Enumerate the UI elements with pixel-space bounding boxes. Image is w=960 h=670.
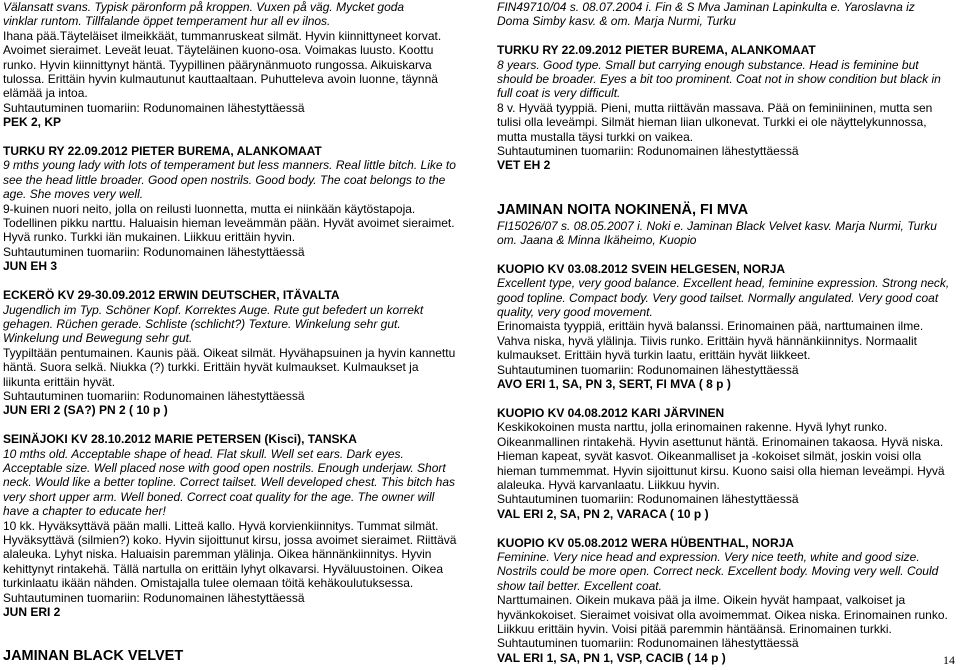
text-line: häntä. Suora selkä. Niukka (?) turkki. Erittäin hyvät kulmaukset. Kulmaukset ja [3, 360, 419, 375]
text-line: Hieman kapeat, syvät kasvot. Oikeanmalliset ja -kokoiset silmät, joskin voisi olla [497, 449, 922, 464]
text-line: alaleuka. Lyhyt niska. Haluaisin paremman ylälinja. Oikea hännänkiinnitys. Hyvin [3, 547, 432, 562]
heading-line: SEINÄJOKI KV 28.10.2012 MARIE PETERSEN (Kisci), TANSKA [3, 432, 357, 447]
spacer [3, 130, 465, 144]
text-line: good topline. Compact body. Very good tailset. Normally angulated. Very good coat [497, 290, 939, 305]
text-line: see the head little broader. Good open nostrils. Good body. The coat belongs to the [3, 172, 446, 187]
text-line: alaleuka. Hyvä karvanlaatu. Liikkuu hyvin. [497, 477, 720, 492]
spacer [3, 619, 465, 633]
text-line: Acceptable size. Well placed nose with good open nostrils. Enough underjaw. Short [3, 460, 446, 475]
text-line: 10 kk. Hyväksyttävä pään malli. Litteä kallo. Hyvä korvienkiinnitys. Tummat silmät. [3, 518, 439, 533]
text-line: Vahva niska, hyvä ylälinja. Tiivis runko. Erittäin hyvä hännänkiinnitys. Normaalit [497, 333, 917, 348]
heading-line: JAMINAN BLACK VELVET [3, 648, 184, 665]
text-line: FI15026/07 s. 08.05.2007 i. Noki e. Jaminan Black Velvet kasv. Marja Nurmi, Turku [497, 218, 937, 233]
spacer [3, 274, 465, 288]
heading-line: KUOPIO KV 04.08.2012 KARI JÄRVINEN [497, 405, 725, 420]
text-line: tulisi olla leveämpi. Silmät hieman liian ulkonevat. Turkki ei ole näyttelykunnossa, [497, 115, 927, 130]
text-line: 10 mths old. Acceptable shape of head. Flat skull. Well set ears. Dark eyes. [3, 446, 404, 461]
text-line: Erinomaista tyyppiä, erittäin hyvä balanssi. Erinomainen pää, narttumainen ilme. [497, 319, 924, 334]
text-line: Suhtautuminen tuomariin: Rodunomainen lähestyttäessä [497, 362, 799, 377]
text-line: vinklar runtom. Tillfalande öppet temperament hur all ev ilnos. [3, 14, 331, 29]
heading-line: TURKU RY 22.09.2012 PIETER BUREMA, ALANKOMAAT [497, 43, 816, 58]
text-line: age. She moves very well. [3, 187, 144, 202]
text-line: Winkelung und Bewegung sehr gut. [3, 331, 193, 346]
heading-line: TURKU RY 22.09.2012 PIETER BUREMA, ALANKOMAAT [3, 144, 322, 159]
text-line: om. Jaana & Minna Ikäheimo, Kuopio [497, 233, 697, 248]
spacer [497, 29, 957, 43]
text-line: neck. Would like a better topline. Correct tailset. Well developed chest. This bitch has [3, 475, 455, 490]
text-line: kehittynyt rintakehä. Tällä nartulla on erittäin lyhyt olkavarsi. Hyväluustoinen. Oikea [3, 561, 443, 576]
text-line: show tail better. Excellent coat. [497, 578, 662, 593]
spacer [3, 634, 465, 648]
left-column [3, 0, 465, 665]
text-line: Hyvä runko. Turkki iän mukainen. Liikkuu erittäin hyvin. [3, 230, 296, 245]
text-line: 8 v. Hyvää tyyppiä. Pieni, mutta riittävän massava. Pää on feminiininen, mutta sen [497, 100, 933, 115]
text-line: should be broader. Eyes a bit too prominent. Coat not in show condition but black in [497, 72, 941, 87]
text-line: runko. Hyvin kiinnittynyt häntä. Tyypillinen päärynänmuoto rungossa. Aikuiskarva [3, 57, 432, 72]
heading-line: KUOPIO KV 05.08.2012 WERA HÜBENTHAL, NORJA [497, 535, 794, 550]
text-line: Nostrils could be more open. Correct neck. Excellent body. Moving very well. Could [497, 564, 939, 579]
text-line: Suhtautuminen tuomariin: Rodunomainen lähestyttäessä [3, 388, 305, 403]
text-line: turkinlaatu ikään nähden. Omistajalla tulee olemaan töitä kehäkoulutuksessa. [3, 576, 414, 591]
heading-line: VAL ERI 2, SA, PN 2, VARACA ( 10 p ) [497, 506, 709, 521]
heading-line: JAMINAN NOITA NOKINENÄ, FI MVA [497, 201, 749, 218]
spacer [497, 173, 957, 187]
text-line: have a chapter to educate her! [3, 504, 166, 519]
text-line: gehagen. Rüchen gerade. Schliste (schlicht?) Texture. Winkelung sehr gut. [3, 316, 401, 331]
heading-line: AVO ERI 1, SA, PN 3, SERT, FI MVA ( 8 p ) [497, 377, 731, 392]
right-column [497, 0, 957, 665]
text-line: hieman tummemmat. Hyvin sijoittunut kirsu. Kuono saisi olla hieman leveämpi. Hyvä [497, 463, 945, 478]
text-line: tulossa. Erittäin hyvin kulmautunut kauttaaltaan. Puhutteleva avoin luonne, täynnä [3, 72, 438, 87]
text-line: Suhtautuminen tuomariin: Rodunomainen lähestyttäessä [497, 144, 799, 159]
text-line: quality, very good movement. [497, 305, 653, 320]
heading-line: ECKERÖ KV 29-30.09.2012 ERWIN DEUTSCHER, ITÄVALTA [3, 288, 340, 303]
text-line: kulmaukset. Erittäin hyvä turkin laatu, erittäin hyvät liikkeet. [497, 348, 811, 363]
text-line: Avoimet sieraimet. Leveät leuat. Täyteläinen kuono-osa. Voimakas luusto. Koottu [3, 43, 434, 58]
heading-line: JUN ERI 2 (SA?) PN 2 ( 10 p ) [3, 403, 168, 418]
text-line: Doma Simby kasv. & om. Marja Nurmi, Turku [497, 14, 736, 29]
text-line: FIN49710/04 s. 08.07.2004 i. Fin & S Mva Jaminan Lapinkulta e. Yaroslavna iz [497, 0, 915, 14]
text-line: Tyypiltään pentumainen. Kaunis pää. Oikeat silmät. Hyvähapsuinen ja hyvin kannettu [3, 345, 456, 360]
heading-line: JUN EH 3 [3, 259, 58, 274]
text-line: liikunta erittäin hyvät. [3, 374, 116, 389]
text-line: Suhtautuminen tuomariin: Rodunomainen lähestyttäessä [497, 636, 799, 651]
text-line: Oikeanmallinen rintakehä. Hyvin asettunut häntä. Erinomainen takaosa. Hyvä niska. [497, 434, 944, 449]
text-line: Välansatt svans. Typisk päronform på kroppen. Vuxen på väg. Mycket goda [3, 0, 405, 14]
spacer [497, 187, 957, 201]
spacer [497, 521, 957, 535]
text-line: very short upper arm. Well boned. Correct coat quality for the age. The owner will [3, 489, 435, 504]
spacer [497, 392, 957, 406]
spacer [497, 247, 957, 261]
text-line: Suhtautuminen tuomariin: Rodunomainen lähestyttäessä [3, 244, 305, 259]
heading-line: JUN ERI 2 [3, 605, 61, 620]
text-line: Liikkuu erittäin hyvin. Voisi pitää paremmin häntäänsä. Erinomainen turkki. [497, 621, 892, 636]
spacer [3, 418, 465, 432]
text-line: full coat is very difficult. [497, 86, 621, 101]
text-line: 8 years. Good type. Small but carrying enough substance. Head is feminine but [497, 57, 919, 72]
heading-line: VET EH 2 [497, 158, 551, 173]
text-line: 9 mths young lady with lots of temperament but less manners. Real little bitch. Like to [3, 158, 456, 173]
text-line: Feminine. Very nice head and expression. Very nice teeth, white and good size. [497, 549, 920, 564]
text-line: Keskikokoinen musta narttu, jolla erinomainen rakenne. Hyvä lyhyt runko. [497, 420, 888, 435]
text-line: elämää ja intoa. [3, 86, 88, 101]
text-line: 9-kuinen nuori neito, jolla on reilusti luonnetta, mutta ei niinkään käytöstapoja. [3, 201, 416, 216]
text-line: Excellent type, very good balance. Excellent head, feminine expression. Strong neck, [497, 276, 950, 291]
text-line: Suhtautuminen tuomariin: Rodunomainen lähestyttäessä [497, 492, 799, 507]
text-line: Suhtautuminen tuomariin: Rodunomainen lähestyttäessä [3, 590, 305, 605]
text-line: hyvänkokoiset. Sieraimet voisivat olla avoimemmat. Oikea niska. Erinomainen runko. [497, 607, 948, 622]
heading-line: PEK 2, KP [3, 115, 62, 130]
heading-line: VAL ERI 1, SA, PN 1, VSP, CACIB ( 14 p ) [497, 650, 726, 665]
heading-line: KUOPIO KV 03.08.2012 SVEIN HELGESEN, NORJA [497, 261, 786, 276]
text-line: Hyväksyttävä (silmien?) koko. Hyvin sijoittunut kirsu, jossa avoimet sieraimet. Riittävä [3, 532, 457, 547]
text-line: Narttumainen. Oikein mukava pää ja ilme. Oikein hyvät hampaat, valkoiset ja [497, 593, 906, 608]
page-number: 14 [943, 653, 955, 667]
text-line: Ihana pää.Täyteläiset ilmeikkäät, tummanruskeat silmät. Hyvin kiinnittyneet korvat. [3, 28, 442, 43]
text-line: Jugendlich im Typ. Schöner Kopf. Korrektes Auge. Rute gut befedert un korrekt [3, 302, 424, 317]
text-line: Suhtautuminen tuomariin: Rodunomainen lähestyttäessä [3, 100, 305, 115]
text-line: mutta mustalla täysi turkki on vaikea. [497, 129, 694, 144]
text-line: Todellinen pikku narttu. Haluaisin hieman leveämmän pään. Hyvät avoimet sieraimet. [3, 216, 455, 231]
